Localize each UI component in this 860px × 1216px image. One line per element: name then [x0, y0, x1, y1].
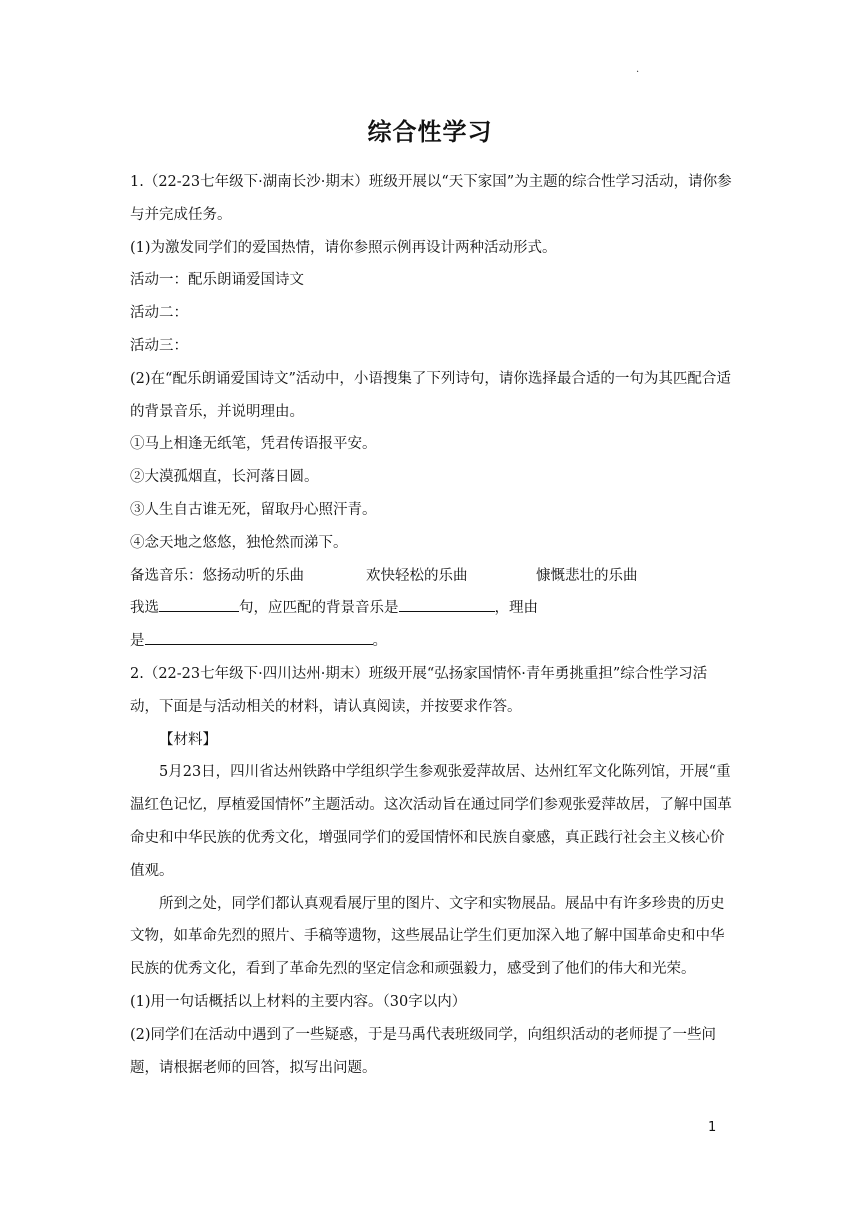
music-option-1: 备选音乐：悠扬动听的乐曲	[130, 567, 304, 584]
header-dot: .	[636, 64, 640, 75]
material-paragraph-2: 所到之处，同学们都认真观看展厅里的图片、文字和实物展品。展品中有许多珍贵的历史文物，如革命先烈的照片、手稿等遗物，这些展品让学生们更加深入地了解中国革命史和中华民族的优秀文化，看到了革命先烈的坚定信念和顽强毅力，感受到了他们的伟大和光荣。	[130, 895, 725, 978]
answer-blank-reason[interactable]	[145, 626, 373, 645]
poem-line: ②大漠孤烟直，长河落日圆。	[130, 469, 319, 486]
document-body	[130, 166, 734, 1084]
answer-text: 是	[130, 633, 145, 650]
poem-line: ③人生自古谁无死，留取丹心照汗青。	[130, 501, 377, 518]
q1-activity-3: 活动三：	[130, 337, 188, 354]
answer-line-1	[130, 592, 734, 625]
material-label: 【材料】	[159, 731, 217, 748]
q1-activity-1: 活动一：配乐朗诵爱国诗文	[130, 272, 304, 289]
page-number: 1	[708, 1120, 717, 1135]
q1-activity-2: 活动二：	[130, 305, 188, 322]
answer-text: ，理由	[494, 600, 538, 617]
poem-line: ④念天地之悠悠，独怆然而涕下。	[130, 534, 348, 551]
music-option-3: 慷慨悲壮的乐曲	[536, 567, 638, 584]
answer-text: 。	[372, 633, 387, 650]
answer-text: 句，应匹配的背景音乐是	[239, 600, 399, 617]
poem-line: ①马上相逢无纸笔，凭君传语报平安。	[130, 436, 377, 453]
material-paragraph-1: 5月23日，四川省达州铁路中学组织学生参观张爱萍故居、达州红军文化陈列馆，开展“重温红色记忆，厚植爱国情怀”主题活动。这次活动旨在通过同学们参观张爱萍故居，了解中国革命史和中华民族的优秀文化，增强同学们的爱国情怀和民族自豪感，真正践行社会主义核心价值观。	[130, 764, 732, 879]
page-title: 综合性学习	[367, 118, 493, 146]
answer-text: 我选	[130, 600, 159, 617]
music-option-2: 欢快轻松的乐曲	[366, 567, 468, 584]
answer-blank-poem[interactable]	[159, 593, 239, 612]
q1-stem: 1.（22-23七年级下·湖南长沙·期末）班级开展以“天下家国”为主题的综合性学习活动，请你参与并完成任务。	[130, 174, 732, 223]
answer-blank-music[interactable]	[399, 593, 495, 612]
q1-sub1: (1)为激发同学们的爱国热情，请你参照示例再设计两种活动形式。	[130, 239, 557, 256]
answer-line-2	[130, 625, 734, 658]
q1-sub2: (2)在“配乐朗诵爱国诗文”活动中，小语搜集了下列诗句，请你选择最合适的一句为其匹配合适的背景音乐，并说明理由。	[130, 370, 731, 420]
q2-sub2: (2)同学们在活动中遇到了一些疑惑，于是马禹代表班级同学，向组织活动的老师提了一些问题，请根据老师的回答，拟写出问题。	[130, 1026, 717, 1076]
q2-sub1: (1)用一句话概括以上材料的主要内容。（30字以内）	[130, 993, 467, 1010]
q2-stem: 2.（22-23七年级下·四川达州·期末）班级开展“弘扬家国情怀·青年勇挑重担”综合性学习活动，下面是与活动相关的材料，请认真阅读，并按要求作答。	[130, 665, 708, 715]
music-options	[130, 560, 734, 593]
